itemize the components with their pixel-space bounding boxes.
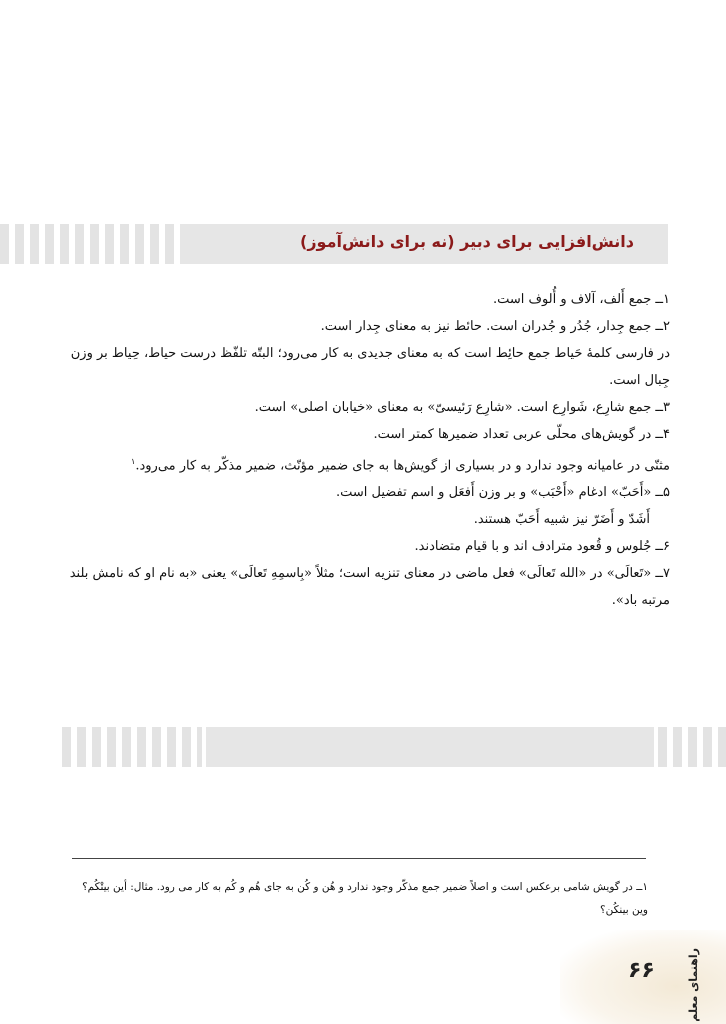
side-title: راهنمای معلم <box>687 948 700 1022</box>
item-2: ۲ــ جمع جِدار، جُدُر و جُدران است. حائط نیز به معنای جِدار است. <box>320 319 670 334</box>
item-2-note: در فارسی کلمهٔ حَیاط جمع حائِط است که به معنای جدیدی به کار می‌رود؛ البتّه تلفّظ درست حیاط، حِیاط بر وزن جِبال است. <box>70 346 670 388</box>
footnote-text: ۱ــ در گویش شامی برعکس است و اصلاً ضمیر جمع مذکّر وجود ندارد و هُن و کُن به جای هُم و کُم به کار می رود. مثال: أین بیتْکُم؟ وین بینکُن؟ <box>82 881 648 916</box>
item-5: ۵ــ «أَحَبّ» ادغام «أَحْبَب» و بر وزن أَفعَل و اسم تفضیل است. <box>335 485 670 501</box>
footnote-rule <box>72 858 646 859</box>
section-heading: دانش‌افزایی برای دبیر (نه برای دانش‌آموز) <box>300 232 634 251</box>
decorative-stripes-top <box>0 224 176 264</box>
item-4-note <box>60 448 670 479</box>
closing-band <box>206 727 654 767</box>
item-5-note: أَشَدّ و أَضَرّ نیز شبیه أَحَبّ هستند. <box>473 512 650 528</box>
footnote-ref: ۱ <box>131 457 136 466</box>
item-7: ۷ــ «تَعالَی» در «الله تَعالَی» فعل ماضی در معنای تنزیه است؛ مثلاً «بِاسمِهِ تَعالَی» یعنی «به نام او که نامش بلند مرتبه باد». <box>69 566 670 609</box>
item-1: ۱ــ جمع أَلف، آلاف و أُلوف است. <box>492 292 670 307</box>
decorative-stripes-bottom-left <box>62 727 202 767</box>
decorative-stripes-bottom-right <box>658 727 726 767</box>
item-4-note-text: مثنّی در عامیانه وجود ندارد و در بسیاری از گویش‌ها به جای ضمیر مؤنّث، ضمیر مذکّر به کار می‌رود. <box>135 458 670 474</box>
page-number: ۶۶ <box>628 958 655 983</box>
item-3: ۳ــ جمع شارِع، شَوارِع است. «شارِع رَئیسیّ» به معنای «خیابان اصلی» است. <box>254 400 670 415</box>
item-6: ۶ــ جُلوس و قُعود مترادف اند و با قیام متضادند. <box>414 539 670 555</box>
item-4: ۴ــ در گویش‌های محلّی عربی تعداد ضمیرها کمتر است. <box>373 427 670 442</box>
body-text <box>60 286 670 614</box>
footnote <box>72 876 648 922</box>
